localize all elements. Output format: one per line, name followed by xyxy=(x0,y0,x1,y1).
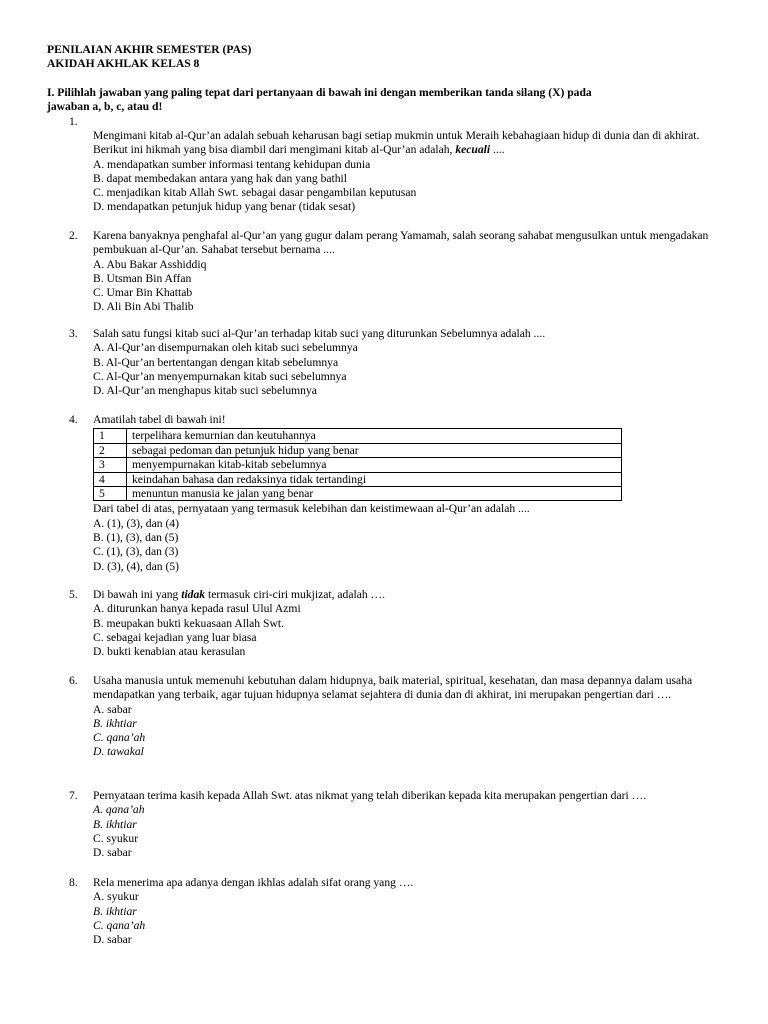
option-b[interactable]: B. ikhtiar xyxy=(93,817,137,831)
option-c[interactable]: C. sebagai kejadian yang luar biasa xyxy=(93,630,257,644)
question-text xyxy=(93,129,718,158)
option-a[interactable]: A. Abu Bakar Asshiddiq xyxy=(93,257,207,271)
question-text: Karena banyaknya penghafal al-Qur’an yang gugur dalam perang Yamamah, salah seorang sahabat mengusulkan untuk mengadakan pembukuan al-Qur’an. Sahabat tersebut bernama .... xyxy=(93,229,709,257)
option-c[interactable]: C. syukur xyxy=(93,831,139,845)
table-cell-number: 1 xyxy=(94,429,127,443)
table-cell-number: 2 xyxy=(94,443,127,457)
option-a[interactable]: A. qana’ah xyxy=(93,803,145,817)
option-b[interactable]: B. meupakan bukti kekuasaan Allah Swt. xyxy=(93,616,284,630)
section-instruction: I. Pilihlah jawaban yang paling tepat dari pertanyaan di bawah ini dengan memberikan tanda silang (X) pada jawaban a, b, c, atau d! xyxy=(47,86,592,114)
question-body xyxy=(93,876,718,947)
question-number: 8. xyxy=(69,876,78,889)
option-c[interactable]: C. Umar Bin Khattab xyxy=(93,286,193,300)
question-number: 2. xyxy=(69,229,78,242)
question-emphasis: tidak xyxy=(181,588,206,601)
option-a[interactable]: A. sabar xyxy=(93,702,132,716)
statement-table xyxy=(93,428,622,501)
option-a[interactable]: A. (1), (3), dan (4) xyxy=(93,516,179,530)
table-cell-text: sebagai pedoman dan petunjuk hidup yang benar xyxy=(127,443,622,457)
table-cell-text: menuntun manusia ke jalan yang benar xyxy=(127,486,622,500)
question-body xyxy=(93,327,718,398)
table-cell-text: menyempurnakan kitab-kitab sebelumnya xyxy=(127,458,622,472)
option-b[interactable]: B. ikhtiar xyxy=(93,716,137,730)
question-body xyxy=(93,588,718,659)
option-a[interactable]: A. syukur xyxy=(93,890,139,904)
question-text-part: Di bawah ini yang xyxy=(93,588,182,601)
option-a[interactable]: A. mendapatkan sumber informasi tentang kehidupan dunia xyxy=(93,157,371,171)
table-row xyxy=(94,486,622,500)
question-body xyxy=(93,129,718,215)
option-c[interactable]: C. qana’ah xyxy=(93,731,146,745)
question-number: 1. xyxy=(69,115,78,128)
question-text-part: termasuk ciri-ciri mukjizat, adalah …. xyxy=(205,588,386,601)
question-number: 4. xyxy=(69,413,78,426)
option-b[interactable]: B. Al-Qur’an bertentangan dengan kitab sebelumnya xyxy=(93,355,339,369)
option-d[interactable]: D. Al-Qur’an menghapus kitab suci sebelumnya xyxy=(93,384,317,398)
option-b[interactable]: B. ikhtiar xyxy=(93,904,137,918)
option-a[interactable]: A. diturunkan hanya kepada rasul Ulul Azmi xyxy=(93,602,301,616)
question-number: 6. xyxy=(69,674,78,687)
question-text-followup: Dari tabel di atas, pernyataan yang termasuk kelebihan dan keistimewaan al-Qur’an adalah .... xyxy=(93,502,530,516)
option-d[interactable]: D. sabar xyxy=(93,846,132,860)
question-emphasis: kecuali xyxy=(455,143,491,157)
option-d[interactable]: D. Ali Bin Abi Thalib xyxy=(93,300,194,314)
table-cell-text: terpelihara kemurnian dan keutuhannya xyxy=(127,429,622,443)
question-text: Usaha manusia untuk memenuhi kebutuhan dalam hidupnya, baik material, spiritual, kesehatan, dan masa depannya dalam usaha mendapatkan yang terbaik, agar tujuan hidupnya selamat sejahtera di dunia dan di akhirat, ini merupakan pengertian dari …. xyxy=(93,674,693,702)
question-body xyxy=(93,413,718,574)
header-subtitle: AKIDAH AKHLAK KELAS 8 xyxy=(47,57,200,71)
question-text-part: .... xyxy=(490,143,505,157)
table-row xyxy=(94,429,622,443)
option-b[interactable]: B. Utsman Bin Affan xyxy=(93,271,192,285)
question-number: 3. xyxy=(69,327,78,340)
question-text: Amatilah tabel di bawah ini! xyxy=(93,413,226,426)
question-text: Rela menerima apa adanya dengan ikhlas adalah sifat orang yang …. xyxy=(93,876,414,889)
table-row xyxy=(94,458,622,472)
question-number: 7. xyxy=(69,789,78,802)
question-number: 5. xyxy=(69,588,78,601)
question-text: Salah satu fungsi kitab suci al-Qur’an terhadap kitab suci yang diturunkan Sebelumnya adalah .... xyxy=(93,327,546,340)
option-c[interactable]: C. menjadikan kitab Allah Swt. sebagai dasar pengambilan keputusan xyxy=(93,186,417,200)
option-b[interactable]: B. dapat membedakan antara yang hak dan yang bathil xyxy=(93,171,348,185)
option-d[interactable]: D. bukti kenabian atau kerasulan xyxy=(93,645,246,659)
option-c[interactable]: C. (1), (3), dan (3) xyxy=(93,545,179,559)
question-text-part: Mengimani kitab al-Qur’an adalah sebuah keharusan bagi setiap mukmin untuk Meraih kebahagiaan hidup di dunia dan di akhirat. Berikut ini hikmah yang bisa diambil dari mengimani kitab al-Qur’an adalah, xyxy=(93,129,700,157)
header-title: PENILAIAN AKHIR SEMESTER (PAS) xyxy=(47,43,252,56)
document-header xyxy=(47,43,251,72)
option-b[interactable]: B. (1), (3), dan (5) xyxy=(93,530,179,544)
option-d[interactable]: D. tawakal xyxy=(93,745,144,759)
question-body xyxy=(93,674,718,760)
option-a[interactable]: A. Al-Qur’an disempurnakan oleh kitab suci sebelumnya xyxy=(93,341,358,355)
option-d[interactable]: D. (3), (4), dan (5) xyxy=(93,559,179,573)
question-body xyxy=(93,229,718,315)
question-body xyxy=(93,789,718,860)
table-cell-number: 3 xyxy=(94,458,127,472)
option-c[interactable]: C. Al-Qur’an menyempurnakan kitab suci sebelumnya xyxy=(93,369,347,383)
option-c[interactable]: C. qana’ah xyxy=(93,918,146,932)
table-cell-number: 4 xyxy=(94,472,127,486)
question-text: Pernyataan terima kasih kepada Allah Swt. atas nikmat yang telah diberikan kepada kita merupakan pengertian dari …. xyxy=(93,789,647,802)
table-row xyxy=(94,472,622,486)
table-row xyxy=(94,443,622,457)
option-d[interactable]: D. mendapatkan petunjuk hidup yang benar (tidak sesat) xyxy=(93,200,356,214)
table-cell-number: 5 xyxy=(94,486,127,500)
option-d[interactable]: D. sabar xyxy=(93,933,132,947)
question-text xyxy=(93,588,718,602)
table-cell-text: keindahan bahasa dan redaksinya tidak tertandingi xyxy=(127,472,622,486)
